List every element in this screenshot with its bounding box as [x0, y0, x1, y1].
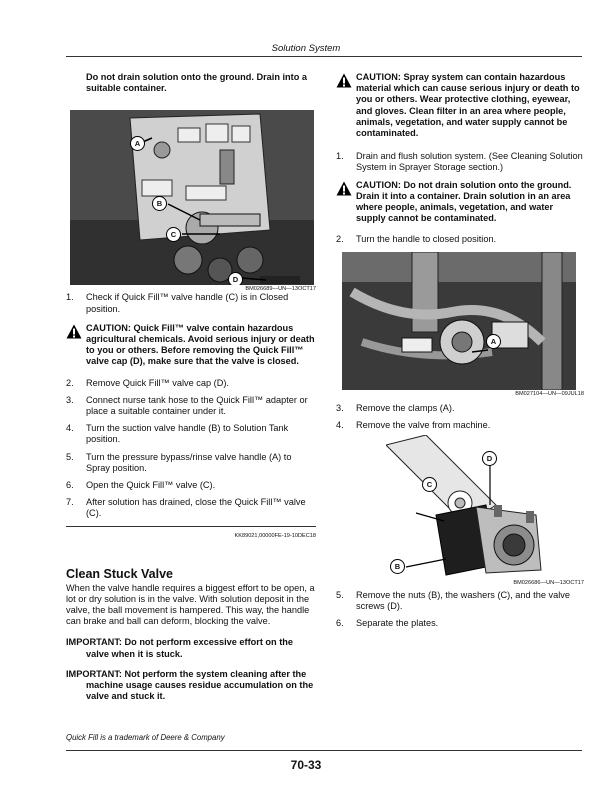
- section-heading: Clean Stuck Valve: [66, 566, 174, 581]
- figure-3-caption: BM026686—UN—13OCT17: [513, 580, 584, 587]
- callout-b: B: [152, 196, 167, 211]
- warning-triangle-icon: [336, 181, 352, 196]
- step-item: 4. Remove the valve from machine.: [336, 419, 491, 430]
- valve-panel-illustration: [70, 110, 314, 285]
- callout-c: C: [166, 227, 181, 242]
- footer-rule: [66, 750, 582, 751]
- callout-d: D: [228, 272, 243, 285]
- header-rule: [66, 56, 582, 57]
- figure-2: [336, 252, 584, 397]
- callout-c: C: [422, 477, 437, 492]
- step-item: 5. Remove the nuts (B), the washers (C), and the valve screws (D).: [336, 590, 570, 612]
- step-item: 4. Turn the suction valve handle (B) to Solution Tank position.: [66, 423, 289, 445]
- callout-a: A: [486, 334, 501, 349]
- step-item: 3. Connect nurse tank hose to the Quick Fill™ adapter or place a suitable container under it.: [66, 394, 308, 417]
- caution-spray-system: CAUTION: Spray system can contain hazardous material which can cause serious injury or death to you or others. Wear protective clothing, eyewear, and gloves. Clean filter in an area where people, animals, vegetation, and water supply cannot be contaminated.: [336, 72, 584, 139]
- step-item: 7. After solution has drained, close the Quick Fill™ valve (C).: [66, 497, 306, 519]
- trademark-footnote: Quick Fill is a trademark of Deere & Company: [66, 733, 225, 742]
- step-item: 3. Remove the clamps (A).: [336, 402, 455, 413]
- callout-d: D: [482, 451, 497, 466]
- intro-warning: Do not drain solution onto the ground. Drain into a suitable container.: [86, 72, 307, 94]
- figure-1-caption: BM026689—UN—13OCT17: [245, 286, 316, 293]
- important-note-1: IMPORTANT: Do not perform excessive effort on the valve when it is stuck.: [66, 637, 293, 659]
- warning-triangle-icon: [66, 324, 82, 339]
- step-item: 5. Turn the pressure bypass/rinse valve handle (A) to Spray position.: [66, 451, 292, 473]
- callout-b: B: [390, 559, 405, 574]
- figure-2-photo: [342, 252, 576, 390]
- left-column: [66, 72, 316, 712]
- step-item: 1. Check if Quick Fill™ valve handle (C) is in Closed position.: [66, 292, 289, 314]
- steps-list-d: [336, 234, 584, 245]
- warning-triangle-icon: [336, 73, 352, 88]
- figure-3-drawing: [386, 435, 582, 579]
- steps-list-f: [336, 590, 584, 630]
- clean-stuck-valve-section: [66, 567, 316, 703]
- callout-a: A: [130, 136, 145, 151]
- steps-list-c: [336, 151, 584, 173]
- caution-quick-fill: CAUTION: Quick Fill™ valve contain hazardous agricultural chemicals. Avoid serious injury or death to you or others. Before removing the Quick Fill™ valve cap (D), make sure that the valve is closed.: [66, 323, 316, 368]
- section-body: When the valve handle requires a biggest effort to be open, a lot or dry solution is in the valve. With solution deposit in the valve, the ball movement is hampered. This way, the handle can brake and ball can deform, blocking the valve.: [66, 582, 315, 627]
- figure-3: [336, 435, 584, 586]
- reference-code: KK89021,00000FE-19-10DEC18: [234, 532, 316, 539]
- steps-list-b: [66, 378, 316, 520]
- right-column: [336, 72, 584, 636]
- figure-2-caption: BM027104—UN—09JUL18: [515, 390, 584, 397]
- figure-1-photo: [70, 110, 314, 285]
- important-note-2: IMPORTANT: Not perform the system cleaning after the machine usage causes residue accumulation on the valve and stuck it.: [66, 669, 314, 702]
- step-item: 6. Open the Quick Fill™ valve (C).: [66, 480, 216, 491]
- step-item: 2. Remove Quick Fill™ valve cap (D).: [66, 377, 229, 388]
- step-item: 1. Drain and flush solution system. (See Cleaning Solution System in Sprayer Storage section.): [336, 151, 583, 173]
- step-item: 6. Separate the plates.: [336, 618, 439, 629]
- hoses-clamps-illustration: [342, 252, 576, 390]
- steps-list-e: [336, 403, 584, 431]
- step-item: 2. Turn the handle to closed position.: [336, 234, 497, 245]
- figure-1: [66, 110, 316, 292]
- steps-list-a: [66, 292, 316, 314]
- section-divider: [66, 526, 316, 527]
- running-header: Solution System: [271, 43, 341, 54]
- page-number: 70-33: [290, 758, 322, 772]
- caution-drain: CAUTION: Do not drain solution onto the ground. Drain it into a container. Drain solution in an area where people, animals, vegetation, and water supply cannot be contaminated.: [336, 180, 584, 225]
